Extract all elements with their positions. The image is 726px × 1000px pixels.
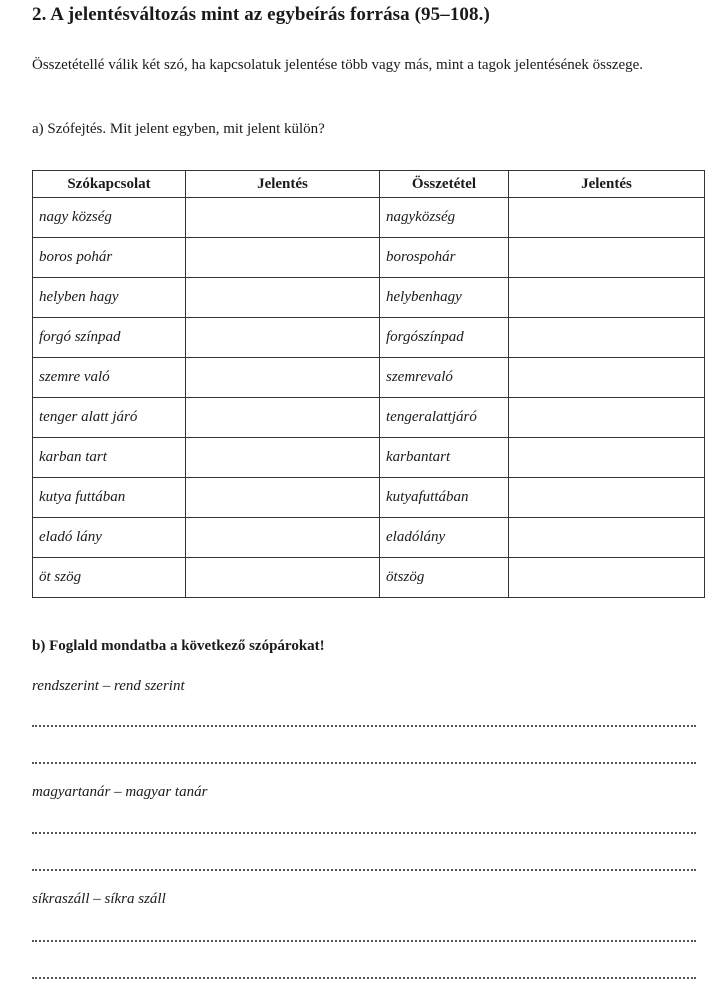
table-row xyxy=(33,438,705,478)
table-row xyxy=(33,478,705,518)
column-header-meaning: Jelentés xyxy=(509,171,705,198)
compound-cell: ötszög xyxy=(380,558,509,598)
compound-cell: forgószínpad xyxy=(380,318,509,358)
meaning-answer-cell[interactable] xyxy=(509,198,705,238)
meaning-answer-cell[interactable] xyxy=(509,518,705,558)
table-row xyxy=(33,398,705,438)
meaning-answer-cell[interactable] xyxy=(509,558,705,598)
meaning-answer-cell[interactable] xyxy=(509,278,705,318)
column-header-compound: Összetétel xyxy=(380,171,509,198)
table-row xyxy=(33,278,705,318)
compound-cell: nagyközség xyxy=(380,198,509,238)
phrase-cell: kutya futtában xyxy=(33,478,186,518)
phrase-cell: tenger alatt járó xyxy=(33,398,186,438)
phrase-cell: helyben hagy xyxy=(33,278,186,318)
phrase-cell: öt szög xyxy=(33,558,186,598)
phrase-cell: nagy község xyxy=(33,198,186,238)
meaning-answer-cell[interactable] xyxy=(509,238,705,278)
column-header-phrase: Szókapcsolat xyxy=(33,171,186,198)
table-row xyxy=(33,238,705,278)
compound-cell: helybenhagy xyxy=(380,278,509,318)
answer-line[interactable] xyxy=(32,832,696,834)
meaning-answer-cell[interactable] xyxy=(186,238,380,278)
meaning-answer-cell[interactable] xyxy=(186,478,380,518)
meaning-answer-cell[interactable] xyxy=(186,398,380,438)
table-header-row xyxy=(33,171,705,198)
answer-line[interactable] xyxy=(32,725,696,727)
compound-cell: kutyafuttában xyxy=(380,478,509,518)
phrase-cell: szemre való xyxy=(33,358,186,398)
meaning-answer-cell[interactable] xyxy=(186,358,380,398)
answer-line[interactable] xyxy=(32,940,696,942)
table-row xyxy=(33,358,705,398)
compound-cell: borospohár xyxy=(380,238,509,278)
meaning-answer-cell[interactable] xyxy=(186,278,380,318)
meaning-answer-cell[interactable] xyxy=(509,438,705,478)
meaning-answer-cell[interactable] xyxy=(509,398,705,438)
compound-cell: eladólány xyxy=(380,518,509,558)
task-b-title: b) Foglald mondatba a következő szópárokat! xyxy=(32,638,325,654)
meaning-answer-cell[interactable] xyxy=(509,478,705,518)
phrase-cell: forgó színpad xyxy=(33,318,186,358)
compound-cell: szemrevaló xyxy=(380,358,509,398)
meaning-answer-cell[interactable] xyxy=(186,438,380,478)
word-pair-label: magyartanár – magyar tanár xyxy=(32,784,208,800)
phrase-cell: karban tart xyxy=(33,438,186,478)
compound-cell: karbantart xyxy=(380,438,509,478)
phrase-cell: boros pohár xyxy=(33,238,186,278)
meaning-answer-cell[interactable] xyxy=(509,318,705,358)
answer-line[interactable] xyxy=(32,762,696,764)
table-row xyxy=(33,318,705,358)
column-header-meaning: Jelentés xyxy=(186,171,380,198)
table-row xyxy=(33,518,705,558)
answer-line[interactable] xyxy=(32,977,696,979)
word-pair-label: síkraszáll – síkra száll xyxy=(32,891,166,907)
meaning-answer-cell[interactable] xyxy=(186,318,380,358)
table-row xyxy=(33,198,705,238)
exercise-heading: 2. A jelentésváltozás mint az egybeírás forrása (95–108.) xyxy=(32,4,490,25)
task-a-title: a) Szófejtés. Mit jelent egyben, mit jelent külön? xyxy=(32,121,325,137)
compound-cell: tengeralattjáró xyxy=(380,398,509,438)
word-pair-label: rendszerint – rend szerint xyxy=(32,678,185,694)
meaning-answer-cell[interactable] xyxy=(186,558,380,598)
word-table xyxy=(32,170,705,598)
meaning-answer-cell[interactable] xyxy=(186,198,380,238)
phrase-cell: eladó lány xyxy=(33,518,186,558)
intro-paragraph: Összetétellé válik két szó, ha kapcsolatuk jelentése több vagy más, mint a tagok jelentésének összege. xyxy=(32,57,644,73)
meaning-answer-cell[interactable] xyxy=(186,518,380,558)
answer-line[interactable] xyxy=(32,869,696,871)
table-row xyxy=(33,558,705,598)
meaning-answer-cell[interactable] xyxy=(509,358,705,398)
